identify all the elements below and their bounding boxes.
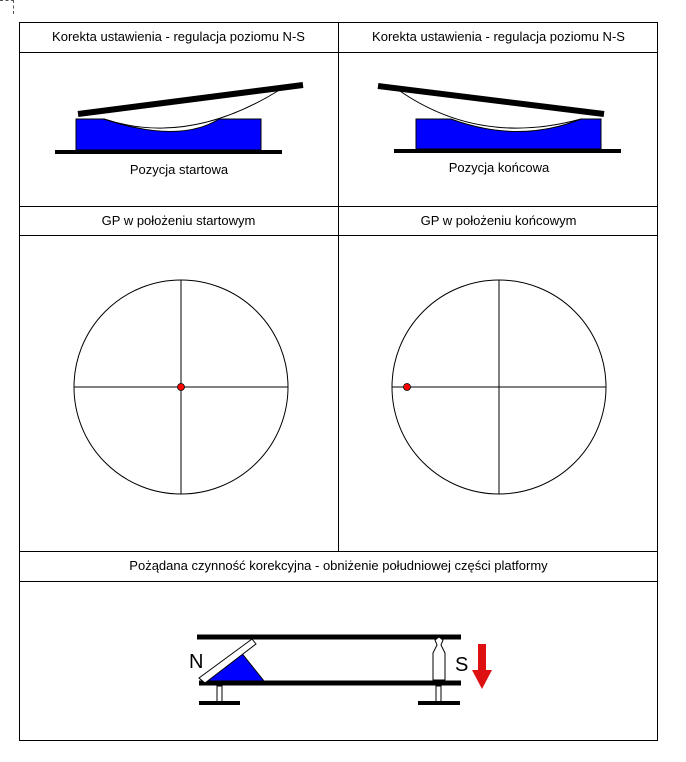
top-right-title: Korekta ustawienia - regulacja poziomu N-S [372,29,625,44]
action-title: Pożądana czynność korekcyjna - obniżenie południowej części platformy [129,558,548,573]
start-tilted-plate [78,85,303,114]
gp-end-title: GP w położeniu końcowym [420,213,577,228]
north-leg [217,686,222,703]
correction-diagram [19,582,658,740]
down-arrow-icon [472,644,492,689]
gp-start-dot [178,384,185,391]
start-blue-block [76,119,261,150]
start-position-sketch [19,52,339,206]
gp-start-title: GP w położeniu startowym [101,213,256,228]
end-blue-block [416,119,601,149]
selection-corner-mark [0,0,14,14]
end-tilted-plate [378,86,604,114]
gp-end-dot [404,384,411,391]
south-leg [436,686,441,703]
top-left-title: Korekta ustawienia - regulacja poziomu N-S [52,29,305,44]
end-caption: Pozycja końcowa [448,160,550,175]
start-caption: Pozycja startowa [129,162,229,177]
south-label: S [455,654,469,676]
end-position-sketch [339,52,659,206]
south-screw [433,637,445,680]
north-label: N [189,651,204,673]
gp-end-crosshair [339,236,659,551]
gp-start-crosshair [19,236,339,551]
